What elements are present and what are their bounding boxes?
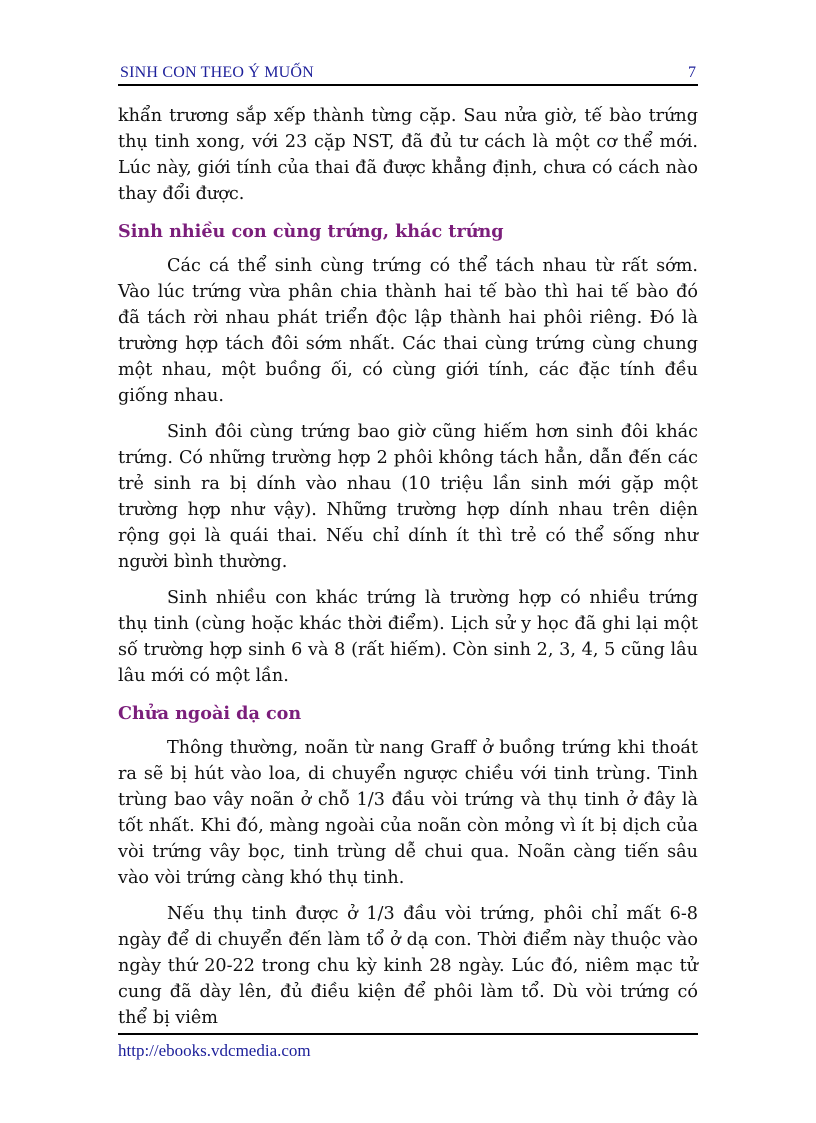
section-heading-ectopic-pregnancy: Chửa ngoài dạ con bbox=[118, 703, 302, 724]
paragraph: Các cá thể sinh cùng trứng có thể tách nhau từ rất sớm. Vào lúc trứng vừa phân chia thành hai tế bào thì hai tế bào đó đã tách rời nhau phát triển độc lập thành hai phôi riêng. Đó là trường hợp tách đôi sớm nhất. Các thai cùng trứng cùng chung một nhau, một buồng ối, có cùng giới tính, các đặc tính đều giống nhau. bbox=[118, 256, 698, 406]
footer-link[interactable]: http://ebooks.vdcmedia.com bbox=[118, 1041, 311, 1060]
running-title: SINH CON THEO Ý MUỐN bbox=[120, 64, 314, 81]
section-heading-multiple-births: Sinh nhiều con cùng trứng, khác trứng bbox=[118, 221, 504, 242]
paragraph-continued: khẩn trương sắp xếp thành từng cặp. Sau nửa giờ, tế bào trứng thụ tinh xong, với 23 cặp NST, đã đủ tư cách là một cơ thể mới. Lúc này, giới tính của thai đã được khẳng định, chưa có cách nào thay đổi được. bbox=[118, 106, 698, 204]
paragraph: Sinh đôi cùng trứng bao giờ cũng hiếm hơn sinh đôi khác trứng. Có những trường hợp 2 phôi không tách hẳn, dẫn đến các trẻ sinh ra bị dính vào nhau (10 triệu lần sinh mới gặp một trường hợp như vậy). Những trường hợp dính nhau trên diện rộng gọi là quái thai. Nếu chỉ dính ít thì trẻ có thể sống như người bình thường. bbox=[118, 422, 698, 572]
footer-divider bbox=[118, 1033, 698, 1035]
paragraph: Thông thường, noãn từ nang Graff ở buồng trứng khi thoát ra sẽ bị hút vào loa, di chuyển ngược chiều với tinh trùng. Tinh trùng bao vây noãn ở chỗ 1/3 đầu vòi trứng và thụ tinh ở đây là tốt nhất. Khi đó, màng ngoài của noãn còn mỏng vì ít bị dịch của vòi trứng vây bọc, tinh trùng dễ chui qua. Noãn càng tiến sâu vào vòi trứng càng khó thụ tinh. bbox=[118, 738, 698, 888]
paragraph: Sinh nhiều con khác trứng là trường hợp có nhiều trứng thụ tinh (cùng hoặc khác thời điểm). Lịch sử y học đã ghi lại một số trường hợp sinh 6 và 8 (rất hiếm). Còn sinh 2, 3, 4, 5 cũng lâu lâu mới có một lần. bbox=[118, 588, 698, 686]
page-body bbox=[118, 103, 698, 1041]
paragraph: Nếu thụ tinh được ở 1/3 đầu vòi trứng, phôi chỉ mất 6-8 ngày để di chuyển đến làm tổ ở dạ con. Thời điểm này thuộc vào ngày thứ 20-22 trong chu kỳ kinh 28 ngày. Lúc đó, niêm mạc tử cung đã dày lên, đủ điều kiện để phôi làm tổ. Dù vòi trứng có thể bị viêm bbox=[118, 904, 698, 1028]
page-number: 7 bbox=[688, 64, 696, 81]
page-header bbox=[118, 62, 698, 86]
